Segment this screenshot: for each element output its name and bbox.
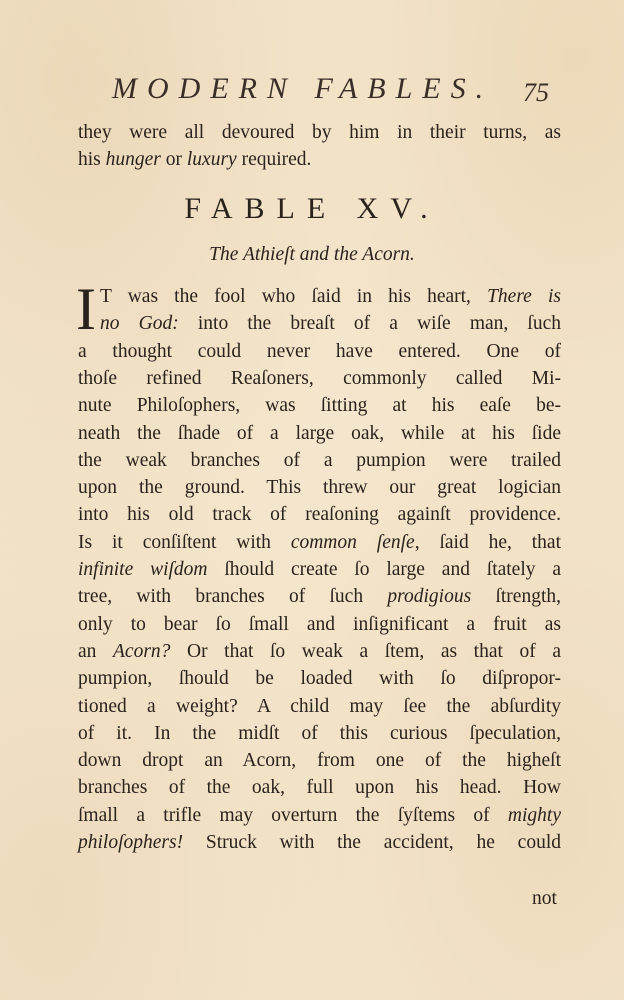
- running-head: MODERN FABLES.: [112, 72, 494, 105]
- text-line: pumpion, ſhould be loaded with ſo diſpropor-: [78, 668, 561, 689]
- text-line: branches of the oak, full upon his head. How: [78, 777, 561, 798]
- text-line: into his old track of reaſoning againſt providence.: [78, 504, 561, 525]
- text-line: tioned a weight? A child may ſee the abſurdity: [78, 696, 561, 717]
- text-line: thoſe refined Reaſoners, commonly called Mi-: [78, 368, 561, 389]
- fable-title: FABLE XV.: [184, 192, 440, 225]
- catchword: not: [532, 888, 557, 909]
- text-line: infinite wiſdom ſhould create ſo large and ſtately a: [78, 559, 561, 580]
- text-line: no God: into the breaſt of a wiſe man, ſuch: [100, 313, 561, 334]
- text-line: an Acorn? Or that ſo weak a ſtem, as that of a: [78, 641, 561, 662]
- text-line: they were all devoured by him in their turns, as: [78, 122, 561, 143]
- text-line: his hunger or luxury required.: [78, 149, 312, 170]
- text-line: the weak branches of a pumpion were trailed: [78, 450, 561, 471]
- page-number: 75: [523, 78, 549, 107]
- text-line: Is it conſiſtent with common ſenſe, ſaid he, that: [78, 532, 562, 553]
- text-line: philoſophers! Struck with the accident, he could: [78, 832, 561, 853]
- text-line: a thought could never have entered. One of: [78, 341, 561, 362]
- text-line: down dropt an Acorn, from one of the higheſt: [78, 750, 561, 771]
- text-line: ſmall a trifle may overturn the ſyſtems of mighty: [78, 805, 561, 826]
- text-line: tree, with branches of ſuch prodigious ſtrength,: [78, 586, 561, 607]
- text-line: only to bear ſo ſmall and inſignificant a fruit as: [78, 614, 561, 635]
- text-line: T was the fool who ſaid in his heart, There is: [100, 286, 561, 307]
- text-line: neath the ſhade of a large oak, while at his ſide: [78, 423, 561, 444]
- text-line: upon the ground. This threw our great logician: [78, 477, 561, 498]
- text-line: of it. In the midſt of this curious ſpeculation,: [78, 723, 561, 744]
- text-line: nute Philoſophers, was ſitting at his eaſe be-: [78, 395, 561, 416]
- drop-cap: I: [76, 276, 96, 342]
- fable-subtitle: The Athieſt and the Acorn.: [209, 244, 415, 265]
